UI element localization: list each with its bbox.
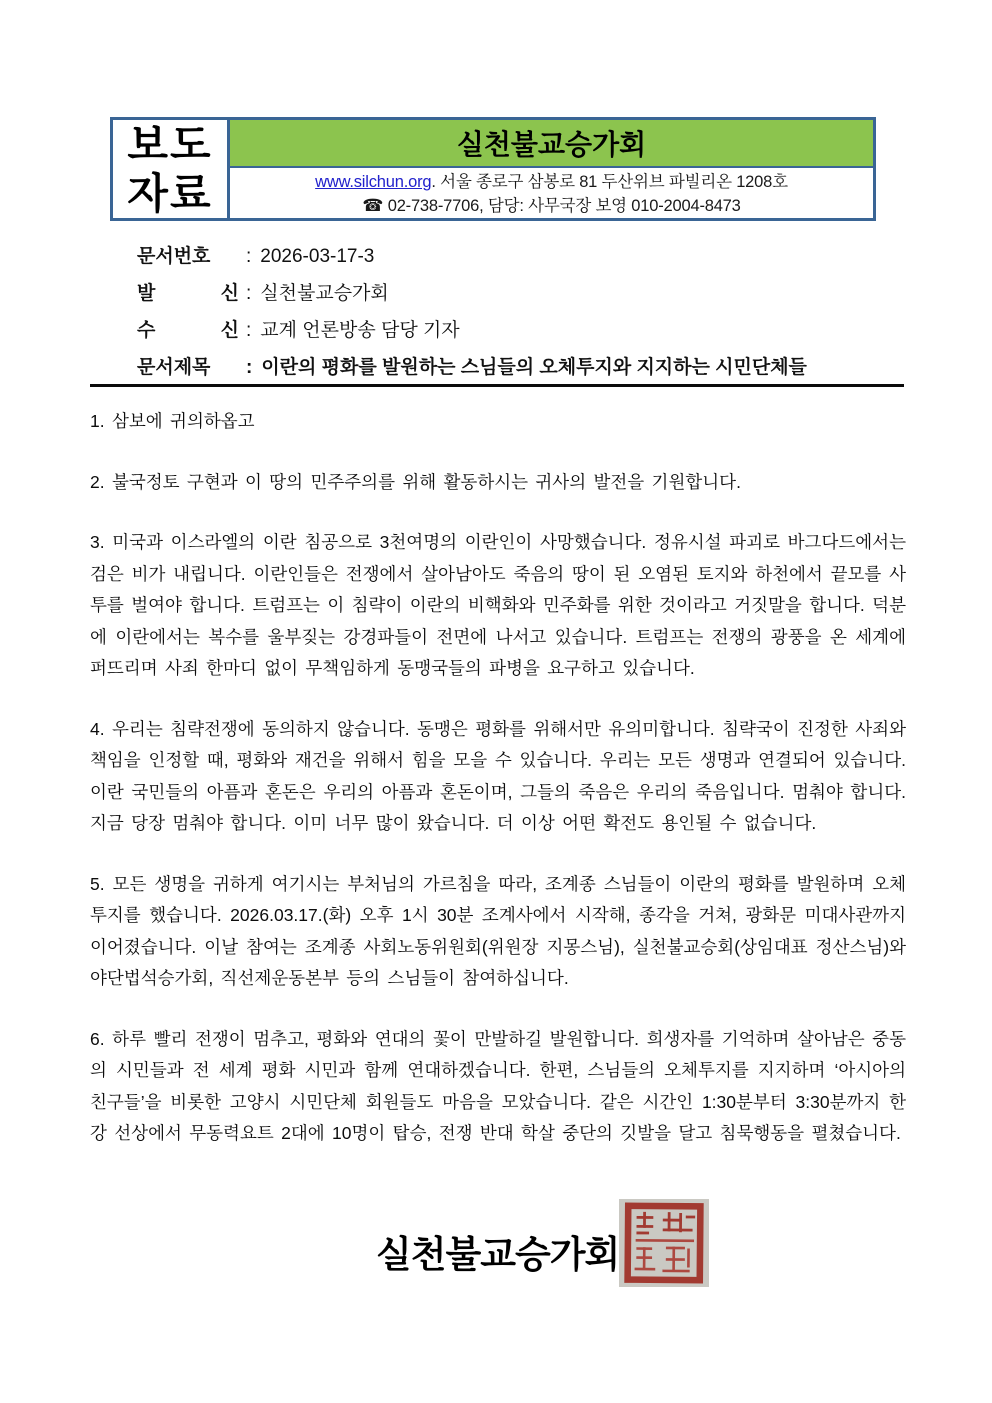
contact-line [230, 194, 873, 218]
paragraph-6: 6. 하루 빨리 전쟁이 멈추고, 평화와 연대의 꽃이 만발하길 발원합니다. 희생자를 기억하며 살아남은 중동의 시민들과 전 세계 평화 시민과 함께 연대하겠습니다. 한편, 스님들의 오체투지를 지지하며 ‘아시아의 친구들’을 비롯한 고양시 시민단체 회원들도 마음을 모았습니다. 같은 시간인 1:30분부터 3:30분까지 한강 선상에서 무동력요트 2대에 10명이 탑승, 전쟁 반대 학살 중단의 깃발을 달고 침묵행동을 펼쳤습니다. [90, 1028, 906, 1143]
paragraph-3: 3. 미국과 이스라엘의 이란 침공으로 3천여명의 이란인이 사망했습니다. 정유시설 파괴로 바그다드에서는 검은 비가 내립니다. 이란인들은 전쟁에서 살아남아도 죽음의 땅이 된 오염된 토지와 하천에서 끝모를 사투를 벌여야 합니다. 트럼프는 이 침략이 이란의 비핵화와 민주화를 위한 것이라고 거짓말을 합니다. 덕분에 이란에서는 복수를 울부짖는 강경파들이 전면에 나서고 있습니다. 트럼프는 전쟁의 광풍을 온 세계에 퍼뜨리며 사죄 한마디 없이 무책임하게 동맹국들의 파병을 요구하고 있습니다. [90, 532, 906, 678]
recipient-label: 수 신 [137, 320, 239, 341]
paragraph-5: 5. 모든 생명을 귀하게 여기시는 부처님의 가르침을 따라, 조계종 스님들이 이란의 평화를 발원하며 오체투지를 했습니다. 2026.03.17.(화) 오후 1시 30분 조계사에서 시작해, 종각을 거쳐, 광화문 미대사관까지 이어졌습니다. 이날 참여는 조계종 사회노동위원회(위원장 지몽스님), 실천불교승회(상임대표 정산스님)와 야단법석승가회, 직선제운동본부 등의 스님들이 참여하십니다. [90, 873, 906, 988]
colon-separator: : [246, 357, 253, 378]
address-text: . 서울 종로구 삼봉로 81 두산위브 파빌리온 1208호 [431, 173, 788, 191]
letterhead-table [110, 117, 876, 221]
doc-title-row [137, 349, 907, 386]
letterhead-right [230, 120, 873, 218]
doc-type-line2: 자료 [127, 170, 213, 217]
recipient-value: 교계 언론방송 담당 기자 [260, 320, 460, 341]
colon-separator: : [246, 283, 252, 304]
phone-icon: ☎ [362, 196, 384, 215]
doc-type-line1: 보도 [127, 121, 213, 168]
signature-text: 실천불교승가회 [376, 1234, 620, 1275]
sender-label: 발 신 [137, 283, 239, 304]
website-link[interactable]: www.silchun.org [315, 173, 432, 191]
org-name-band [230, 120, 873, 168]
contact-text: 02-738-7706, 담당: 사무국장 보영 010-2004-8473 [383, 197, 741, 215]
seal-image [622, 1202, 707, 1285]
title-divider [90, 384, 904, 387]
address-line [230, 171, 873, 194]
doc-info-section [137, 238, 907, 386]
document-body [90, 406, 906, 1179]
recipient-row [137, 312, 907, 349]
sender-value: 실천불교승가회 [260, 283, 389, 304]
doc-number-row [137, 238, 907, 275]
colon-separator: : [246, 246, 252, 267]
doc-number-label: 문서번호 [137, 246, 211, 267]
org-name: 실천불교승가회 [456, 129, 647, 160]
doc-type-cell [113, 120, 230, 218]
sender-row [137, 275, 907, 312]
paragraph-2: 2. 불국정토 구현과 이 땅의 민주주의를 위해 활동하시는 귀사의 발전을 기원합니다. [90, 471, 741, 492]
doc-title-value: 이란의 평화를 발원하는 스님들의 오체투지와 지지하는 시민단체들 [261, 357, 807, 378]
colon-separator: : [246, 320, 252, 341]
org-address-block [230, 168, 873, 218]
organization-seal-icon [619, 1199, 709, 1287]
paragraph-1: 1. 삼보에 귀의하옵고 [90, 411, 255, 431]
paragraph-4: 4. 우리는 침략전쟁에 동의하지 않습니다. 동맹은 평화를 위해서만 유의미합니다. 침략국이 진정한 사죄와 책임을 인정할 때, 평화와 재건을 위해서 힘을 모을 수 있습니다. 우리는 모든 생명과 연결되어 있습니다. 이란 국민들의 아픔과 혼돈은 우리의 아픔과 혼돈이며, 그들의 죽음은 우리의 죽음입니다. 멈춰야 합니다. 지금 당장 멈춰야 합니다. 이미 너무 많이 왔습니다. 더 이상 어떤 확전도 용인될 수 없습니다. [90, 718, 906, 833]
doc-title-label: 문서제목 [137, 357, 211, 378]
doc-number-value: 2026-03-17-3 [260, 246, 375, 267]
